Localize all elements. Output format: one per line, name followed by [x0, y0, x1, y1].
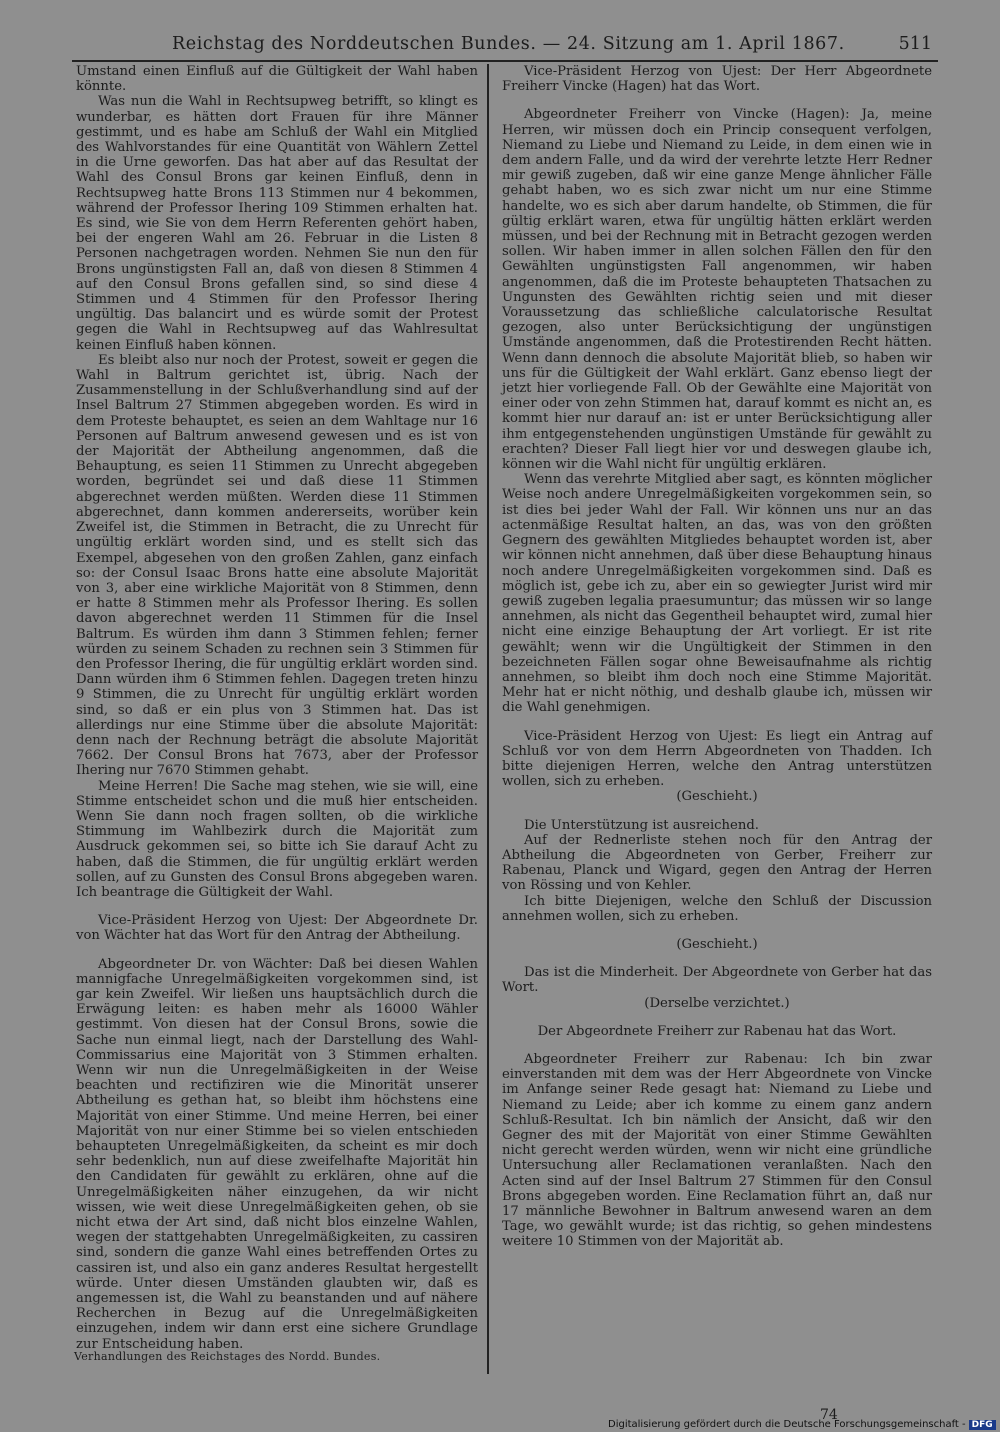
paragraph: Umstand einen Einfluß auf die Gültigkeit der Wahl haben könnte.	[76, 64, 478, 95]
paragraph: Ich bitte Diejenigen, welche den Schluß der Discussion annehmen wollen, sich zu erheben.	[502, 893, 932, 924]
paragraph: Vice-Präsident Herzog von Ujest: Der Abgeordnete Dr. von Wächter hat das Wort für den Antrag der Abtheilung.	[76, 913, 478, 944]
stage-direction: (Geschieht.)	[676, 936, 758, 952]
paragraph: Vice-Präsident Herzog von Ujest: Es liegt ein Antrag auf Schluß vor von dem Herrn Abgeordneten von Thadden. Ich bitte diejenigen Herren, welche den Antrag unterstützen wollen, sich zu erheben.	[502, 728, 932, 790]
paragraph: Abgeordneter Dr. von Wächter: Daß bei diesen Wahlen mannigfache Unregelmäßigkeiten vorgekommen sind, ist gar kein Zweifel. Wir ließen uns hauptsächlich durch die Erwägung leiten: es haben mehr als 16000 Wähler gestimmt. Von diesen hat der Consul Brons, sowie die Sache nun einmal liegt, nach der Darstellung des Wahl-Commissarius eine Majorität von 3 Stimmen erhalten. Wenn wir nun die Unregelmäßigkeiten in der Weise beachten und rectifiziren wie die Minorität unserer Abtheilung es gethan hat, so bleibt ihm höchstens eine Majorität von einer Stimme. Und meine Herren, bei einer Majorität von nur einer Stimme bei so vielen entschieden behaupteten Unregelmäßigkeiten, da scheint es mir doch sehr bedenklich, nun auf diese zweifelhafte Majorität hin den Candidaten für gewählt zu erklären, ohne auf die Unregelmäßigkeiten näher einzugehen, da wir nicht wissen, wie weit diese Unregelmäßigkeiten gehen, ob sie nicht etwa der Art sind, daß nicht blos einzelne Wahlen, wegen der stattgehabten Unregelmäßigkeiten, zu cassiren sind, sondern die ganze Wahl eines betreffenden Ortes zu cassiren ist, und also ein ganz anderes Resultat hergestellt würde. Unter diesen Umständen glaubten wir, daß es angemessen ist, die Wahl zu beanstanden und auf nähere Recherchen in Bezug auf die Unregelmäßigkeiten einzugehen, indem wir dann erst eine sichere Grundlage zur Entscheidung haben.	[76, 956, 478, 1352]
paragraph: Auf der Rednerliste stehen noch für den Antrag der Abtheilung die Abgeordneten von Gerber, Freiherr zur Rabenau, Planck und Wigard, gegen den Antrag der Herren von Rössing und von Kehler.	[502, 832, 932, 894]
column-divider	[487, 64, 489, 1374]
paragraph: Meine Herren! Die Sache mag stehen, wie sie will, eine Stimme entscheidet schon und die muß hier entscheiden. Wenn Sie dann noch fragen sollten, ob die wirkliche Stimmung im Wahlbezirk durch die Majorität zum Ausdruck gekommen sei, so bitte ich Sie darauf Acht zu haben, daß die Stimmen, die für ungültig erklärt werden sollen, auf zu Gunsten des Consul Brons abgegeben waren. Ich beantrage die Gültigkeit der Wahl.	[76, 778, 478, 900]
page-number: 511	[898, 34, 932, 54]
paragraph: Das ist die Minderheit. Der Abgeordnete von Gerber hat das Wort.	[502, 965, 932, 996]
stage-direction: (Geschieht.)	[676, 789, 758, 805]
paragraph: Abgeordneter Freiherr zur Rabenau: Ich bin zwar einverstanden mit dem was der Herr Abgeordnete von Vincke im Anfange seiner Rede gesagt hat: Niemand zu Liebe und Niemand zu Leide; aber ich komme zu einem ganz andern Schluß-Resultat. Ich bin nämlich der Ansicht, daß wir den Gegner des mit der Majorität von einer Stimme Gewählten nicht gerecht werden würden, wenn wir nicht eine gründliche Untersuchung aller Reclamationen veranlaßten. Nach den Acten sind auf der Insel Baltrum 27 Stimmen für den Consul Brons abgegeben worden. Eine Reclamation führt an, daß nur 17 männliche Bewohner in Baltrum anwesend waren an dem Tage, wo gewählt wurde; ist das richtig, so gehen mindestens weitere 10 Stimmen von der Majorität ab.	[502, 1051, 932, 1250]
paragraph: Vice-Präsident Herzog von Ujest: Der Herr Abgeordnete Freiherr Vincke (Hagen) hat das Wort.	[502, 64, 932, 95]
credit-text: Digitalisierung gefördert durch die Deutsche Forschungsgemeinschaft -	[608, 1419, 966, 1430]
signature-mark: 74	[820, 1407, 838, 1423]
paragraph: Es bleibt also nur noch der Protest, soweit er gegen die Wahl in Baltrum gerichtet ist, übrig. Nach der Zusammenstellung in der Schlußverhandlung sind auf der Insel Baltrum 27 Stimmen abgegeben worden. Es wird in dem Proteste behauptet, es seien an dem Wahltage nur 16 Personen auf Baltrum anwesend gewesen und es ist von der Majorität der Abtheilung angenommen, daß die Behauptung, es seien 11 Stimmen zu Unrecht abgegeben worden, begründet sei und daß diese 11 Stimmen abgerechnet werden müßten. Werden diese 11 Stimmen abgerechnet, dann kommen andererseits, worüber kein Zweifel ist, die Stimmen in Betracht, die zu Unrecht für ungültig erklärt worden sind, und es stellt sich das Exempel, abgesehen von den großen Zahlen, ganz einfach so: der Consul Isaac Brons hatte eine absolute Majorität von 3, aber eine wirkliche Majorität von 8 Stimmen, denn er hatte 8 Stimmen mehr als Professor Ihering. Es sollen davon abgerechnet werden 11 Stimmen für die Insel Baltrum. Es würden ihm dann 3 Stimmen fehlen; ferner würden zu seinem Schaden zu rechnen sein 3 Stimmen für den Professor Ihering, die für ungültig erklärt worden sind. Dann würden ihm 6 Stimmen fehlen. Dagegen treten hinzu 9 Stimmen, die zu Unrecht für ungültig erklärt worden sind, so daß er ein plus von 3 Stimmen hat. Das ist allerdings nur eine Stimme über die absolute Majorität: denn nach der Rechnung beträgt die absolute Majorität 7662. Der Consul Brons hat 7673, aber der Professor Ihering nur 7670 Stimmen gehabt.	[76, 352, 478, 779]
publication-footer: Verhandlungen des Reichstages des Nordd. Bundes.	[74, 1350, 381, 1363]
left-column	[76, 64, 478, 1352]
paragraph: Wenn das verehrte Mitglied aber sagt, es könnten möglicher Weise noch andere Unregelmäßigkeiten vorgekommen sein, so ist dies bei jeder Wahl der Fall. Wir können uns nur an das actenmäßige Resultat halten, an das, was von den größten Gegnern des gewählten Mitgliedes behauptet worden ist, aber wir können nicht annehmen, daß über diese Behauptung hinaus noch andere Unregelmäßigkeiten vorgekommen sind. Daß es möglich ist, gebe ich zu, aber ein so gewiegter Jurist wird mir gewiß zugeben legalia praesumuntur; das müssen wir so lange annehmen, als nicht das Gegentheil behauptet wird, zumal hier nicht eine einzige Behauptung der Art vorliegt. Er ist rite gewählt; wenn wir die Ungültigkeit der Stimmen in den bezeichneten Fällen sogar ohne Beweisaufnahme als richtig annehmen, so bleibt ihm doch noch eine Stimme Majorität. Mehr hat er nicht nöthig, und deshalb glaube ich, müssen wir die Wahl genehmigen.	[502, 472, 932, 716]
header-rule	[72, 60, 938, 62]
paragraph: Der Abgeordnete Freiherr zur Rabenau hat das Wort.	[537, 1023, 897, 1039]
dfg-logo: DFG	[969, 1420, 996, 1430]
right-column	[502, 64, 932, 1250]
digitization-credit	[608, 1419, 996, 1430]
page-header-title: Reichstag des Norddeutschen Bundes. — 24. Sitzung am 1. April 1867.	[172, 34, 845, 54]
stage-direction: (Derselbe verzichtet.)	[644, 995, 790, 1011]
paragraph: Abgeordneter Freiherr von Vincke (Hagen): Ja, meine Herren, wir müssen doch ein Princip consequent verfolgen, Niemand zu Liebe und Niemand zu Leide, in dem einen wie in dem andern Falle, und da wird der verehrte letzte Herr Redner mir gewiß zugeben, daß wir eine ganze Menge ähnlicher Fälle gehabt haben, wo es sich zwar nicht um nur eine Stimme handelte, wo es sich aber darum handelte, ob Stimmen, die für gültig erklärt waren, etwa für ungültig hätten erklärt werden müssen, und bei der Rechnung mit in Betracht gezogen werden sollen. Wir haben immer in allen solchen Fällen den für den Gewählten ungünstigsten Fall angenommen, wir haben angenommen, daß die im Proteste behaupteten Thatsachen zu Ungunsten des Gewählten richtig seien und mit dieser Voraussetzung das schließliche calculatorische Resultat gezogen, also unter Berücksichtigung der ungünstigen Umstände angenommen, daß die Protestirenden Recht hätten. Wenn dann dennoch die absolute Majorität blieb, so haben wir uns für die Gültigkeit der Wahl erklärt. Ganz ebenso liegt der jetzt hier vorliegende Fall. Ob der Gewählte eine Majorität von einer oder von zehn Stimmen hat, darauf kommt es nicht an, es kommt hier nur darauf an: ist er unter Berücksichtigung aller ihm entgegenstehenden ungünstigen Umstände für gewählt zu erachten? Dieser Fall liegt hier vor und deswegen glaube ich, können wir die Wahl nicht für ungültig erklären.	[502, 107, 932, 473]
page-header	[72, 34, 932, 58]
paragraph: Was nun die Wahl in Rechtsupweg betrifft, so klingt es wunderbar, es hätten dort Frauen für ihre Männer gestimmt, und es habe am Schluß der Wahl ein Mitglied des Wahlvorstandes für eine Quantität von Wählern Zettel in die Urne geworfen. Das hat aber auf das Resultat der Wahl des Consul Brons gar keinen Einfluß, denn in Rechtsupweg hatte Brons 113 Stimmen nur 4 bekommen, während der Professor Ihering 109 Stimmen erhalten hat. Es sind, wie Sie von dem Herrn Referenten gehört haben, bei der engeren Wahl am 26. Februar in die Listen 8 Personen nachgetragen worden. Nehmen Sie nun den für Brons ungünstigsten Fall an, daß von diesen 8 Stimmen 4 auf den Consul Brons gefallen sind, so sind diese 4 Stimmen und 4 Stimmen für den Professor Ihering ungültig. Das balancirt und es würde somit der Protest gegen die Wahl in Rechtsupweg auf das Wahlresultat keinen Einfluß haben können.	[76, 94, 478, 353]
paragraph: Die Unterstützung ist ausreichend.	[524, 817, 759, 833]
